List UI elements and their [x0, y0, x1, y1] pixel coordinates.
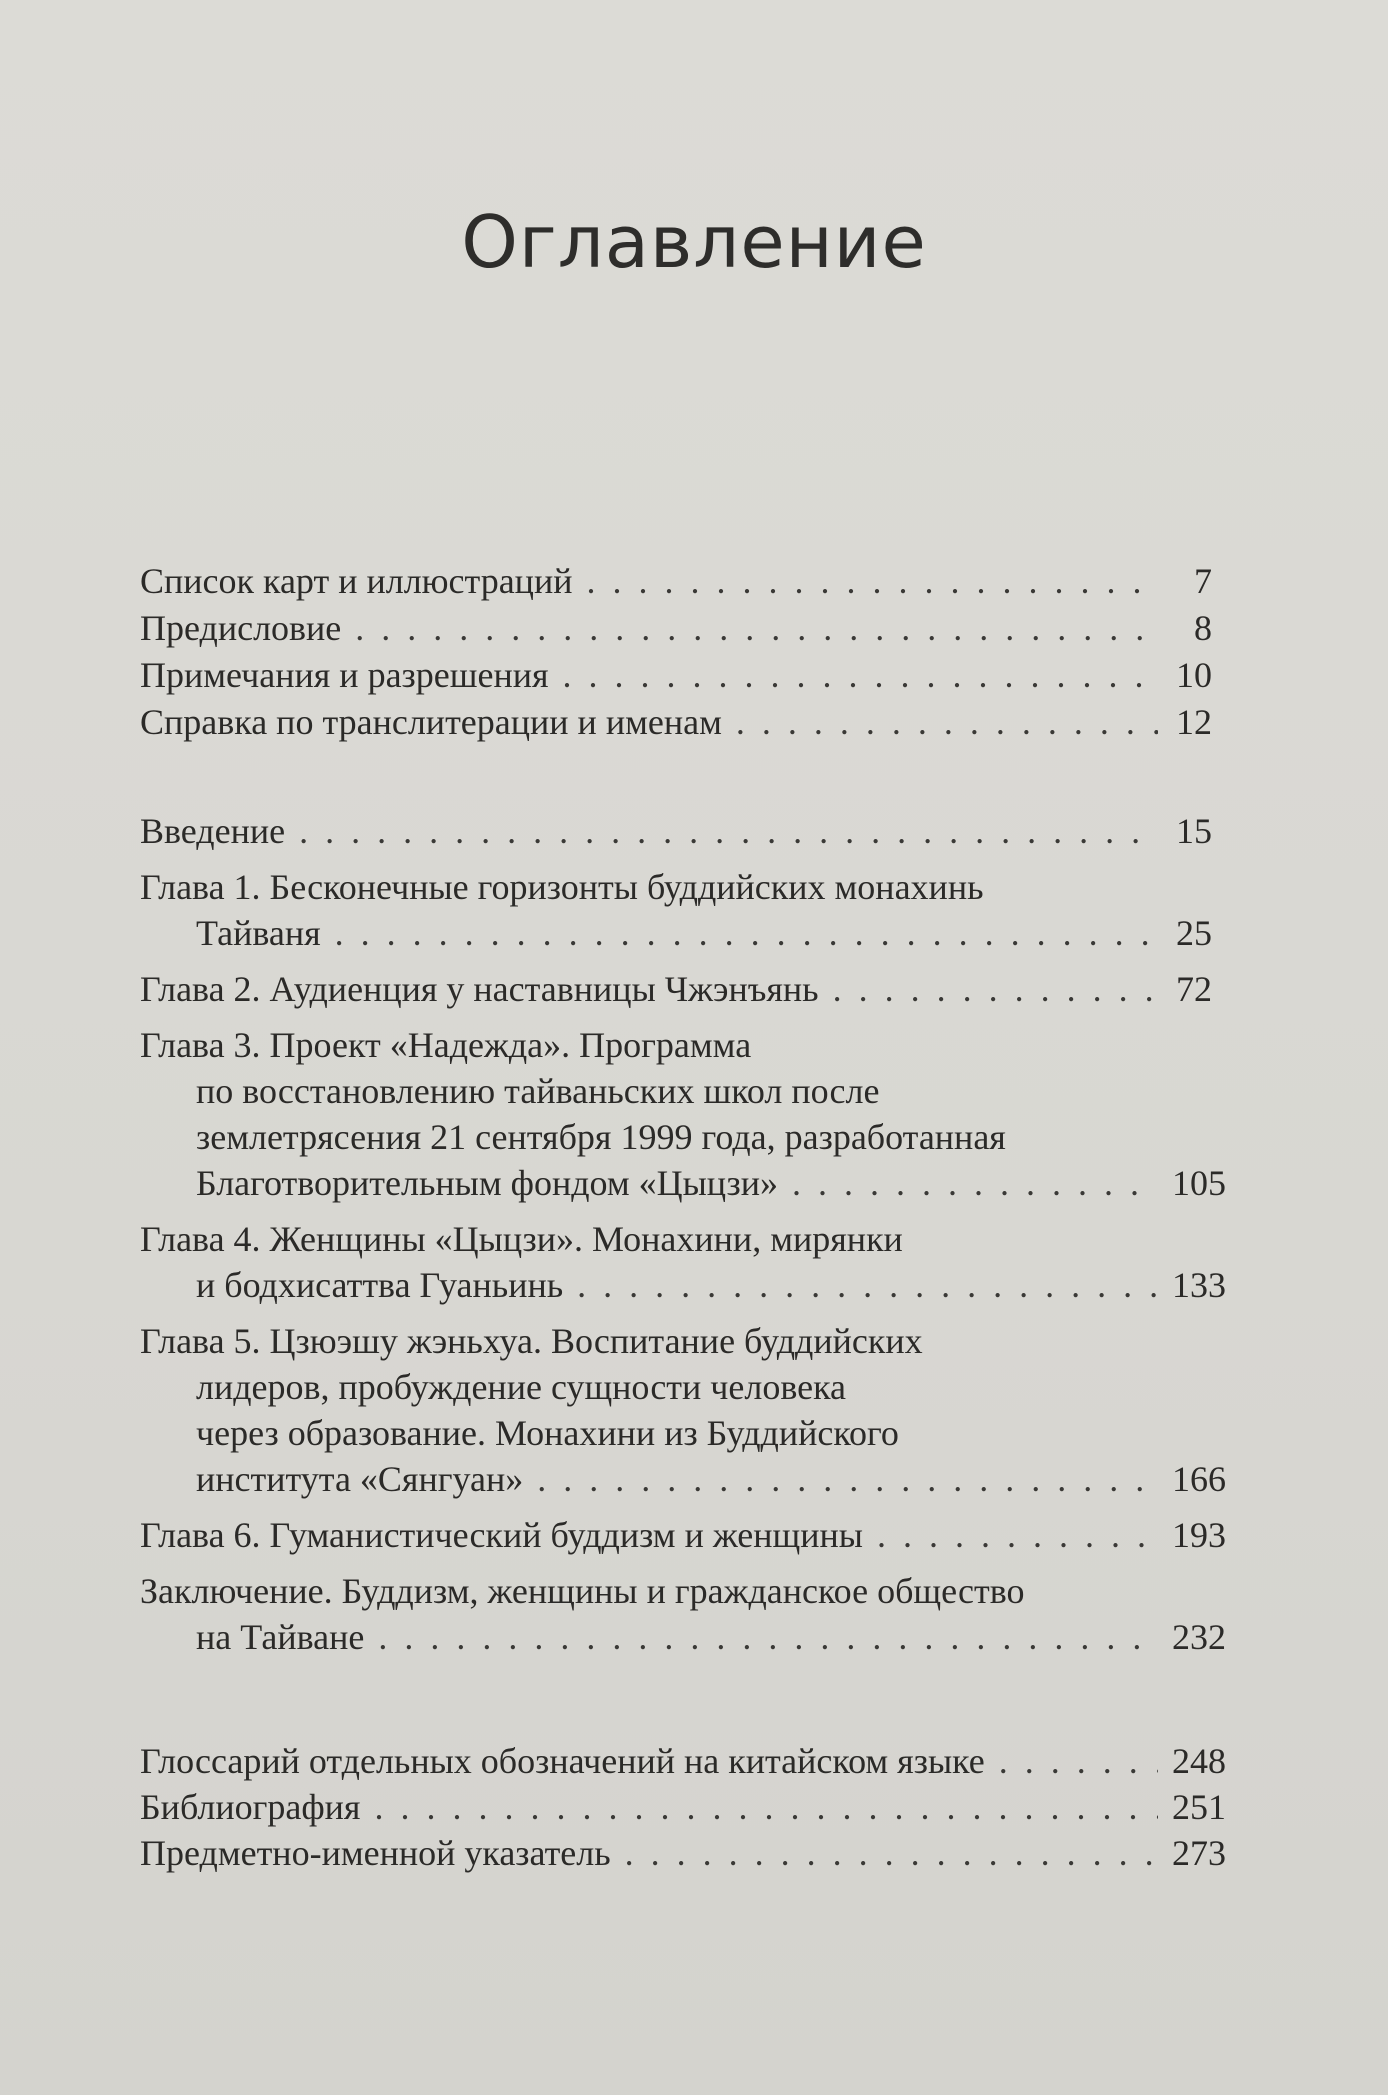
toc-entry-label: института «Сянгуан» [196, 1459, 524, 1499]
toc-entry-label: Примечания и разрешения [140, 655, 549, 695]
toc-entry-label: Тайваня [196, 913, 321, 953]
leader-dots [586, 558, 1158, 604]
toc-entry-line: по восстановлению тайваньских школ после [196, 1071, 880, 1111]
toc-entry-label: и бодхисаттва Гуаньинь [196, 1265, 564, 1305]
toc-entry [140, 864, 1212, 956]
toc-entry-line: лидеров, пробуждение сущности человека [196, 1367, 847, 1407]
leader-dots [537, 1456, 1158, 1502]
toc-entry-label: Список карт и иллюстраций [140, 561, 573, 601]
toc-entry-label: Глоссарий отдельных обозначений на китайском языке [140, 1741, 985, 1781]
toc-entry [140, 808, 1212, 854]
toc-entry [140, 1022, 1226, 1206]
leader-dots [625, 1830, 1158, 1876]
toc-page-number: 248 [1172, 1741, 1226, 1781]
toc-page-number: 8 [1194, 608, 1212, 648]
leader-dots [563, 652, 1158, 698]
toc-entry-label: Предметно-именной указатель [140, 1833, 611, 1873]
toc-entry-label: Предисловие [140, 608, 342, 648]
leader-dots [335, 910, 1158, 956]
toc-entry [140, 605, 1212, 651]
toc-front-matter [140, 558, 1212, 746]
toc-entry-line: землетрясения 21 сентября 1999 года, разработанная [196, 1117, 1006, 1157]
toc-page-number: 251 [1172, 1787, 1226, 1827]
leader-dots [355, 605, 1158, 651]
toc-entry [140, 558, 1212, 604]
toc-entry-label: Справка по транслитерации и именам [140, 702, 722, 742]
toc-entry-label: на Тайване [196, 1617, 365, 1657]
toc-entry-line: Заключение. Буддизм, женщины и гражданское общество [140, 1571, 1025, 1611]
toc-page-number: 10 [1176, 655, 1212, 695]
toc-page-number: 105 [1172, 1163, 1226, 1203]
page-title: Оглавление [461, 200, 927, 284]
toc-entry-line: Глава 1. Бесконечные горизонты буддийских монахинь [140, 867, 984, 907]
toc-entry [140, 1830, 1226, 1876]
toc-entry [140, 1318, 1226, 1502]
toc-page-number: 12 [1176, 702, 1212, 742]
toc-entry-label: Глава 2. Аудиенция у наставницы Чжэнъянь [140, 969, 819, 1009]
toc-entry [140, 699, 1212, 745]
toc-entry-label: Библиография [140, 1787, 361, 1827]
toc-entry-line: Глава 4. Женщины «Цыцзи». Монахини, мирянки [140, 1219, 903, 1259]
toc-entry [140, 1568, 1226, 1660]
toc-page-number: 193 [1172, 1515, 1226, 1555]
toc-page-number: 25 [1176, 913, 1212, 953]
toc-entry [140, 1784, 1226, 1830]
leader-dots [999, 1738, 1158, 1784]
toc-entry-label: Благотворительным фондом «Цыцзи» [196, 1163, 778, 1203]
toc-entry-label: Глава 6. Гуманистический буддизм и женщины [140, 1515, 863, 1555]
leader-dots [792, 1160, 1158, 1206]
toc-entry [140, 966, 1212, 1012]
toc-back-matter [140, 1738, 1226, 1876]
leader-dots [833, 966, 1158, 1012]
toc-entry [140, 652, 1212, 698]
leader-dots [299, 808, 1158, 854]
toc-entry [140, 1216, 1226, 1308]
leader-dots [577, 1262, 1158, 1308]
toc-chapters [140, 808, 1226, 1670]
leader-dots [378, 1614, 1158, 1660]
toc-entry-line: Глава 3. Проект «Надежда». Программа [140, 1025, 752, 1065]
toc-page-number: 166 [1172, 1459, 1226, 1499]
toc-entry-label: Введение [140, 811, 286, 851]
toc-page-number: 273 [1172, 1833, 1226, 1873]
toc-page-number: 15 [1176, 811, 1212, 851]
toc-page-number: 232 [1172, 1617, 1226, 1657]
toc-entry-line: через образование. Монахини из Буддийского [196, 1413, 899, 1453]
leader-dots [736, 699, 1158, 745]
toc-entry [140, 1512, 1226, 1558]
toc-page-number: 72 [1176, 969, 1212, 1009]
toc-entry [140, 1738, 1226, 1784]
leader-dots [374, 1784, 1158, 1830]
toc-page-number: 133 [1172, 1265, 1226, 1305]
toc-page-number: 7 [1194, 561, 1212, 601]
toc-entry-line: Глава 5. Цзюэшу жэньхуа. Воспитание буддийских [140, 1321, 923, 1361]
leader-dots [877, 1512, 1158, 1558]
